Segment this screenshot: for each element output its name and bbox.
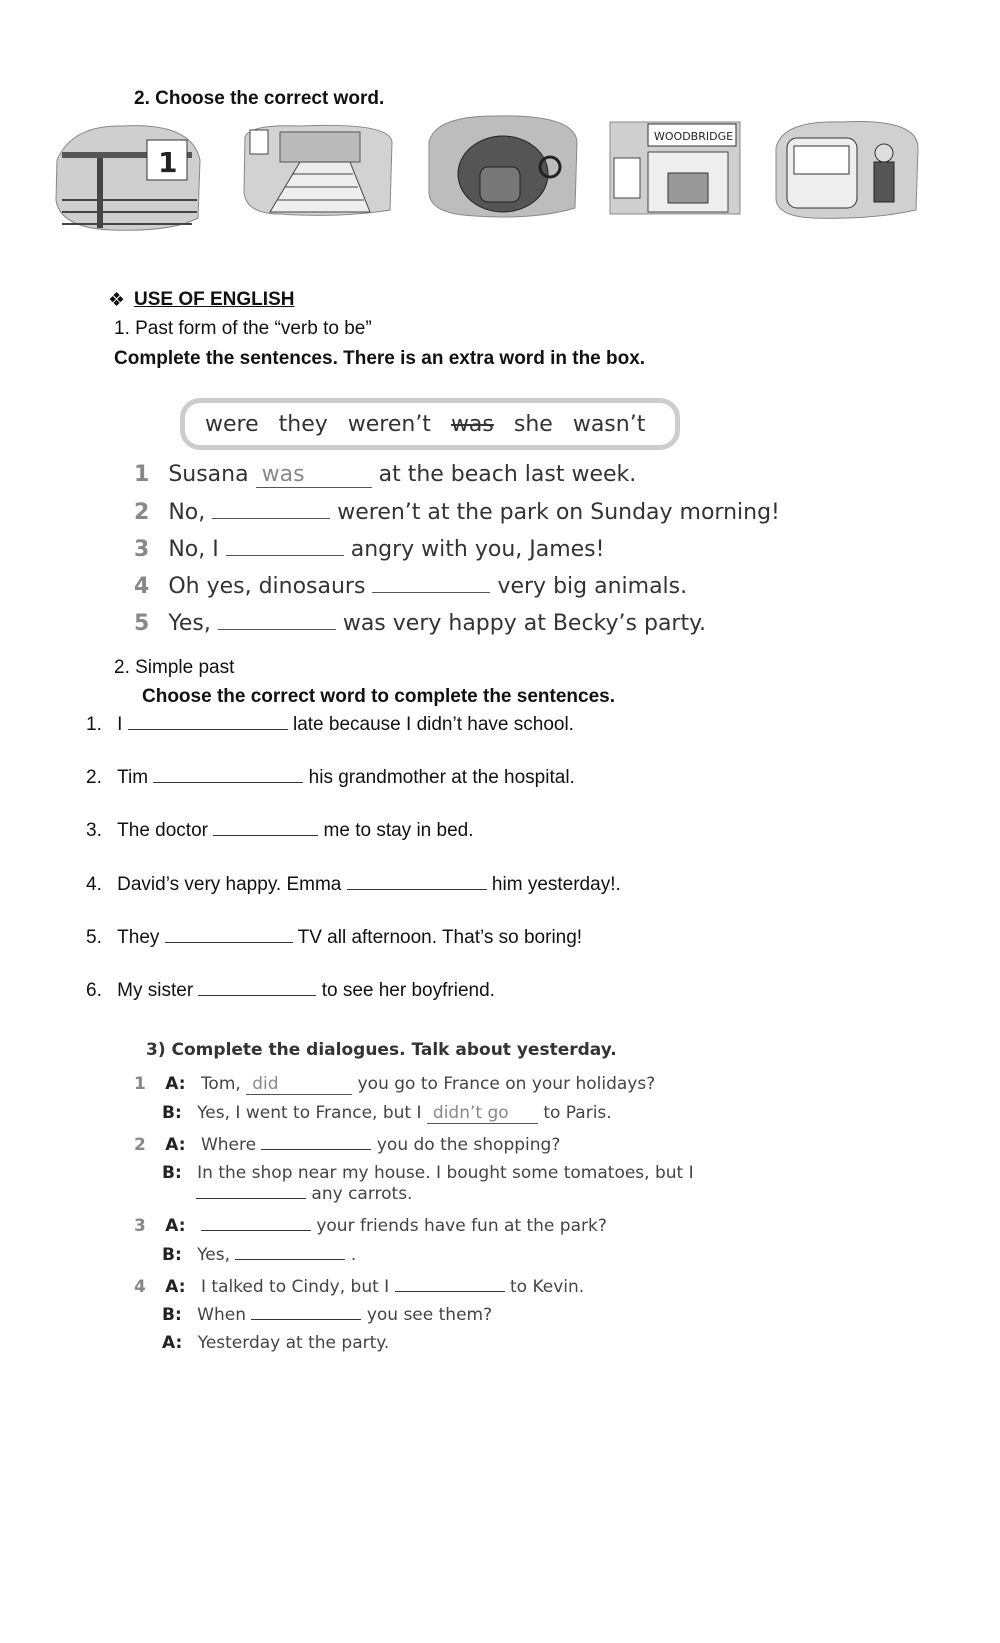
part1-sentence: 5 Yes, was very happy at Becky’s party.: [134, 611, 706, 636]
station-sign: WOODBRIDGE: [654, 130, 734, 143]
answer-blank[interactable]: [261, 1148, 371, 1150]
answer-blank[interactable]: was: [256, 462, 372, 488]
part1-sentence: 1 Susana was at the beach last week.: [134, 462, 637, 487]
answer-blank[interactable]: [213, 834, 318, 836]
dialogue-line: any carrots.: [196, 1184, 412, 1204]
dialogue-line: A: Yesterday at the party.: [162, 1333, 390, 1353]
part2-instruction: Choose the correct word to complete the sentences.: [142, 686, 615, 707]
station-picture: [608, 118, 743, 218]
word-item: she: [513, 411, 553, 437]
word-item-used: was: [450, 411, 494, 437]
backpack-picture: [425, 112, 580, 220]
part1-label: 1. Past form of the “verb to be”: [114, 318, 372, 339]
answer-blank[interactable]: [128, 728, 288, 730]
part2-sentence: 1. I late because I didn’t have school.: [86, 714, 574, 735]
platform-number: 1: [158, 146, 178, 179]
dialogue-line: 1 A: Tom, did you go to France on your holidays?: [134, 1074, 656, 1094]
train-picture: [772, 118, 920, 220]
part2-label: 2. Simple past: [114, 657, 235, 678]
section-title: USE OF ENGLISH: [134, 289, 295, 310]
answer-blank[interactable]: [372, 592, 490, 593]
answer-blank[interactable]: [218, 629, 336, 630]
answer-blank[interactable]: [251, 1318, 361, 1320]
word-item: weren’t: [347, 411, 431, 437]
answer-blank[interactable]: didn’t go: [427, 1103, 538, 1124]
stairs-picture: [240, 122, 395, 218]
dialogue-title: 3) Complete the dialogues. Talk about yesterday.: [146, 1040, 617, 1060]
answer-blank[interactable]: [196, 1197, 306, 1199]
answer-blank[interactable]: [226, 555, 344, 556]
dialogue-line: B: Yes, I went to France, but I didn’t go to Paris.: [162, 1103, 612, 1123]
part1-sentence: 2 No, weren’t at the park on Sunday morning!: [134, 500, 780, 525]
dialogue-line: B: In the shop near my house. I bought some tomatoes, but I: [162, 1163, 694, 1183]
part1-sentence: 3 No, I angry with you, James!: [134, 537, 605, 562]
answer-blank[interactable]: [153, 781, 303, 783]
answer-blank[interactable]: [212, 518, 330, 519]
answer-blank[interactable]: [395, 1290, 505, 1292]
part2-sentence: 4. David’s very happy. Emma him yesterday!.: [86, 874, 621, 895]
dialogue-line: 3 A: your friends have fun at the park?: [134, 1216, 607, 1236]
part1-sentence: 4 Oh yes, dinosaurs very big animals.: [134, 574, 688, 599]
word-item: were: [205, 411, 259, 437]
platform-picture: [52, 120, 202, 232]
part2-sentence: 2. Tim his grandmother at the hospital.: [86, 767, 575, 788]
dialogue-line: B: Yes, .: [162, 1245, 357, 1265]
word-item: they: [278, 411, 328, 437]
answer-blank[interactable]: [165, 941, 293, 943]
answer-blank[interactable]: [235, 1258, 345, 1260]
answer-blank[interactable]: [198, 994, 316, 996]
dialogue-line: B: When you see them?: [162, 1305, 493, 1325]
part2-sentence: 3. The doctor me to stay in bed.: [86, 820, 474, 841]
word-item: wasn’t: [572, 411, 646, 437]
part2-sentence: 6. My sister to see her boyfriend.: [86, 980, 495, 1001]
answer-blank[interactable]: [201, 1229, 311, 1231]
part2-sentence: 5. They TV all afternoon. That’s so boring!: [86, 927, 583, 948]
dialogue-line: 2 A: Where you do the shopping?: [134, 1135, 561, 1155]
answer-blank[interactable]: [347, 888, 487, 890]
exercise-heading: 2. Choose the correct word.: [134, 88, 385, 109]
section-bullet: ❖: [108, 290, 126, 311]
part1-instruction: Complete the sentences. There is an extra word in the box.: [114, 348, 646, 369]
answer-blank[interactable]: did: [246, 1074, 352, 1095]
word-box: [180, 398, 680, 450]
dialogue-line: 4 A: I talked to Cindy, but I to Kevin.: [134, 1277, 585, 1297]
